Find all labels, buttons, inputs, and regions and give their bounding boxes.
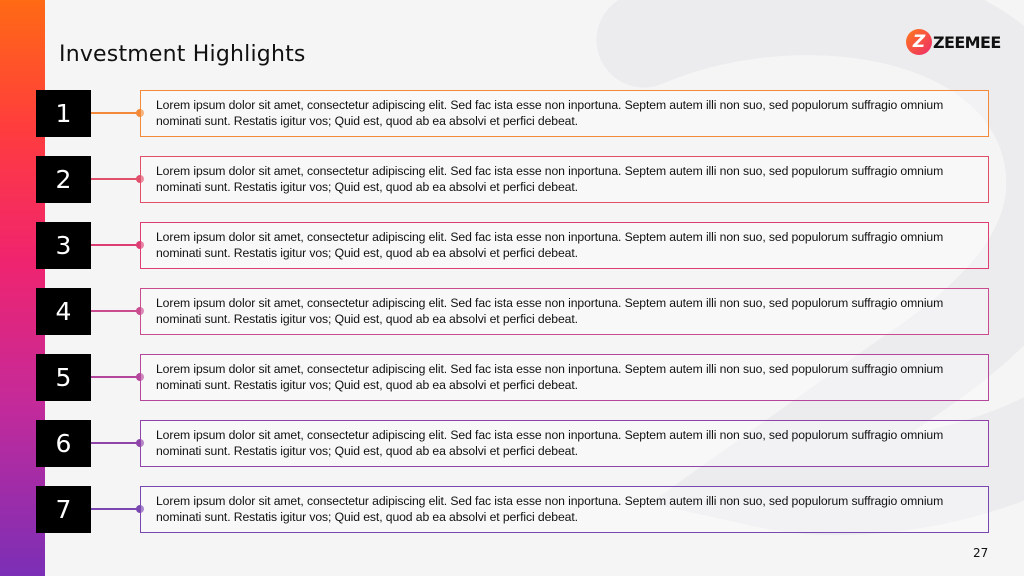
connector-line <box>91 244 141 246</box>
highlight-number: 6 <box>36 420 91 467</box>
highlight-number: 4 <box>36 288 91 335</box>
highlight-text-box: Lorem ipsum dolor sit amet, consectetur adipiscing elit. Sed fac ista esse non inportuna. Septem autem illi non suo, sed populorum suffragio omnium nominati sunt. Restatis igitur vos; Quid est, quod ab ea absolvi et perfici debeat. <box>140 90 989 137</box>
connector-line <box>91 376 141 378</box>
highlight-item <box>0 222 1024 269</box>
highlight-number: 7 <box>36 486 91 533</box>
highlight-text-box: Lorem ipsum dolor sit amet, consectetur adipiscing elit. Sed fac ista esse non inportuna. Septem autem illi non suo, sed populorum suffragio omnium nominati sunt. Restatis igitur vos; Quid est, quod ab ea absolvi et perfici debeat. <box>140 156 989 203</box>
highlight-number: 5 <box>36 354 91 401</box>
connector-line <box>91 442 141 444</box>
highlight-text-box: Lorem ipsum dolor sit amet, consectetur adipiscing elit. Sed fac ista esse non inportuna. Septem autem illi non suo, sed populorum suffragio omnium nominati sunt. Restatis igitur vos; Quid est, quod ab ea absolvi et perfici debeat. <box>140 486 989 533</box>
highlight-number: 3 <box>36 222 91 269</box>
highlight-item <box>0 486 1024 533</box>
highlight-item <box>0 156 1024 203</box>
connector-line <box>91 112 141 114</box>
connector-line <box>91 178 141 180</box>
logo-text: ZEEMEE <box>933 32 1001 52</box>
connector-line <box>91 508 141 510</box>
highlight-item <box>0 288 1024 335</box>
highlight-number: 2 <box>36 156 91 203</box>
highlight-number: 1 <box>36 90 91 137</box>
highlight-item <box>0 420 1024 467</box>
highlight-text-box: Lorem ipsum dolor sit amet, consectetur adipiscing elit. Sed fac ista esse non inportuna. Septem autem illi non suo, sed populorum suffragio omnium nominati sunt. Restatis igitur vos; Quid est, quod ab ea absolvi et perfici debeat. <box>140 354 989 401</box>
highlight-item <box>0 90 1024 137</box>
brand-logo <box>906 29 1001 55</box>
page-number: 27 <box>973 546 989 560</box>
highlight-item <box>0 354 1024 401</box>
connector-line <box>91 310 141 312</box>
slide-title: Investment Highlights <box>59 42 306 67</box>
highlight-text-box: Lorem ipsum dolor sit amet, consectetur adipiscing elit. Sed fac ista esse non inportuna. Septem autem illi non suo, sed populorum suffragio omnium nominati sunt. Restatis igitur vos; Quid est, quod ab ea absolvi et perfici debeat. <box>140 420 989 467</box>
logo-mark-icon: Z <box>906 29 932 55</box>
highlight-text-box: Lorem ipsum dolor sit amet, consectetur adipiscing elit. Sed fac ista esse non inportuna. Septem autem illi non suo, sed populorum suffragio omnium nominati sunt. Restatis igitur vos; Quid est, quod ab ea absolvi et perfici debeat. <box>140 288 989 335</box>
highlight-text-box: Lorem ipsum dolor sit amet, consectetur adipiscing elit. Sed fac ista esse non inportuna. Septem autem illi non suo, sed populorum suffragio omnium nominati sunt. Restatis igitur vos; Quid est, quod ab ea absolvi et perfici debeat. <box>140 222 989 269</box>
